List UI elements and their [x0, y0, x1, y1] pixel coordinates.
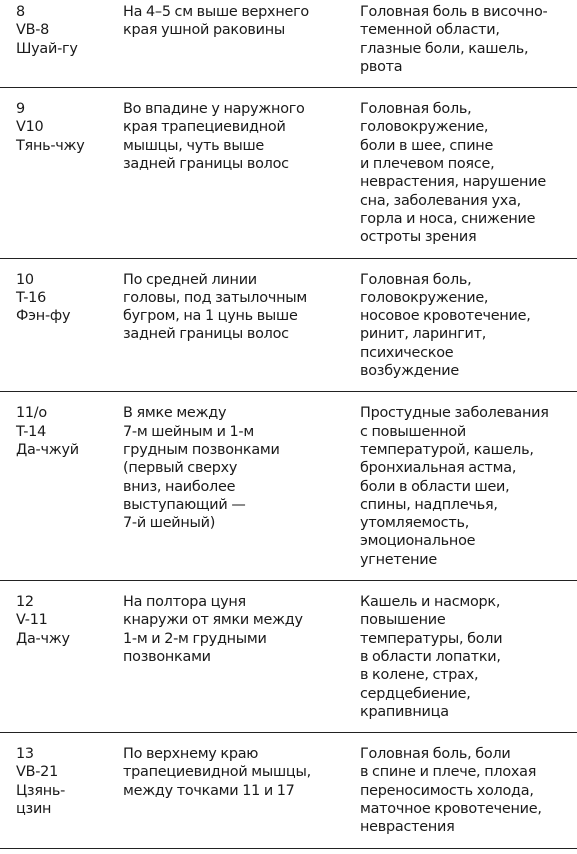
cell-text-line: кнаружи от ямки между [123, 612, 303, 629]
point-location-cell [123, 0, 360, 88]
cell-text-line: и плечевом поясе, [360, 156, 495, 173]
cell-text-line: По верхнему краю [123, 746, 259, 763]
cell-text-line: носовое кровотечение, [360, 308, 531, 325]
cell-text-line: позвонками [123, 648, 211, 665]
cell-text-line: 11/о [16, 405, 47, 422]
cell-text-line: В ямке между [123, 405, 227, 422]
point-id-cell [0, 733, 123, 848]
point-location-cell [123, 581, 360, 733]
point-id-cell [0, 258, 123, 392]
cell-text-line: боли в шее, спине [360, 137, 494, 154]
point-id-cell [0, 0, 123, 88]
cell-text-line: горла и носа, снижение [360, 210, 536, 227]
cell-text-line: в спине и плече, плохая [360, 764, 537, 781]
cell-text-line: цзин [16, 800, 52, 817]
cell-text-line: спины, надплечья, [360, 496, 498, 513]
cell-text-line: Цзянь- [16, 782, 66, 799]
cell-text-line: грудным позвонками [123, 441, 280, 458]
cell-text-line: между точками 11 и 17 [123, 782, 295, 799]
cell-text-line: крапивница [360, 703, 449, 720]
cell-text-line: остроты зрения [360, 229, 477, 246]
cell-text-line: Головная боль, боли [360, 746, 511, 763]
cell-text-line: 10 [16, 271, 34, 288]
cell-text-line: задней границы волос [123, 326, 289, 343]
cell-text-line: бронхиальная астма, [360, 460, 517, 477]
point-id-cell [0, 581, 123, 733]
cell-text-line: Головная боль в височно- [360, 4, 548, 20]
cell-text-line: Головная боль, [360, 271, 472, 288]
point-location-cell [123, 733, 360, 848]
cell-text-line: VB-21 [16, 764, 58, 781]
point-indications-cell [360, 581, 577, 733]
cell-text-line: утомляемость, [360, 515, 470, 532]
cell-text-line: рвота [360, 58, 403, 75]
cell-text-line: На 4–5 см выше верхнего [123, 4, 309, 20]
table-row [0, 88, 577, 258]
cell-text-line: Да-чжуй [16, 441, 79, 458]
cell-text-line: головокружение, [360, 119, 489, 136]
point-location-cell [123, 258, 360, 392]
cell-text-line: 9 [16, 101, 25, 118]
table-row [0, 581, 577, 733]
cell-text-line: VB-8 [16, 22, 50, 39]
point-location-cell [123, 392, 360, 581]
table-row [0, 392, 577, 581]
cell-text-line: неврастения [360, 819, 455, 836]
cell-text-line: 13 [16, 746, 34, 763]
cell-text-line: трапециевидной мышцы, [123, 764, 311, 781]
cell-text-line: 8 [16, 4, 25, 20]
cell-text-line: глазные боли, кашель, [360, 40, 529, 57]
point-id-cell [0, 88, 123, 258]
cell-text-line: теменной области, [360, 22, 500, 39]
cell-text-line: T-16 [16, 289, 46, 306]
cell-text-line: возбуждение [360, 363, 459, 380]
cell-text-line: выступающий — [123, 496, 246, 513]
cell-text-line: края ушной раковины [123, 22, 286, 39]
table-row [0, 733, 577, 848]
cell-text-line: неврастения, нарушение [360, 174, 546, 191]
cell-text-line: 7-м шейным и 1-м [123, 423, 254, 440]
cell-text-line: в области лопатки, [360, 648, 501, 665]
cell-text-line: психическое [360, 344, 454, 361]
point-indications-cell [360, 392, 577, 581]
cell-text-line: угнетение [360, 551, 437, 568]
cell-text-line: вниз, наиболее [123, 478, 236, 495]
cell-text-line: Да-чжу [16, 630, 70, 647]
cell-text-line: V-11 [16, 612, 48, 629]
cell-text-line: сердцебиение, [360, 685, 471, 702]
cell-text-line: Во впадине у наружного [123, 101, 305, 118]
cell-text-line: 1-м и 2-м грудными [123, 630, 267, 647]
cell-text-line: с повышенной [360, 423, 467, 440]
point-id-cell [0, 392, 123, 581]
table-row [0, 0, 577, 88]
cell-text-line: Кашель и насморк, [360, 594, 501, 611]
cell-text-line: в колене, страх, [360, 667, 479, 684]
cell-text-line: боли в области шеи, [360, 478, 510, 495]
cell-text-line: Тянь-чжу [16, 137, 85, 154]
cell-text-line: эмоциональное [360, 533, 476, 550]
cell-text-line: сна, заболевания уха, [360, 192, 521, 209]
cell-text-line: маточное кровотечение, [360, 800, 542, 817]
cell-text-line: Головная боль, [360, 101, 472, 118]
table-row [0, 258, 577, 392]
cell-text-line: 7-й шейный) [123, 515, 216, 532]
point-indications-cell [360, 733, 577, 848]
cell-text-line: температурой, кашель, [360, 441, 534, 458]
cell-text-line: Простудные заболевания [360, 405, 549, 422]
cell-text-line: головы, под затылочным [123, 289, 307, 306]
point-indications-cell [360, 258, 577, 392]
cell-text-line: Фэн-фу [16, 308, 71, 325]
point-location-cell [123, 88, 360, 258]
cell-text-line: головокружение, [360, 289, 489, 306]
cell-text-line: бугром, на 1 цунь выше [123, 308, 298, 325]
cell-text-line: задней границы волос [123, 156, 289, 173]
cell-text-line: температуры, боли [360, 630, 503, 647]
cell-text-line: 12 [16, 594, 34, 611]
cell-text-line: края трапециевидной [123, 119, 286, 136]
cell-text-line: V10 [16, 119, 44, 136]
point-indications-cell [360, 0, 577, 88]
point-indications-cell [360, 88, 577, 258]
cell-text-line: Шуай-гу [16, 40, 78, 57]
cell-text-line: На полтора цуня [123, 594, 246, 611]
cell-text-line: ринит, ларингит, [360, 326, 487, 343]
cell-text-line: повышение [360, 612, 446, 629]
cell-text-line: переносимость холода, [360, 782, 534, 799]
cell-text-line: мышцы, чуть выше [123, 137, 265, 154]
cell-text-line: (первый сверху [123, 460, 238, 477]
cell-text-line: По средней линии [123, 271, 257, 288]
cell-text-line: T-14 [16, 423, 46, 440]
